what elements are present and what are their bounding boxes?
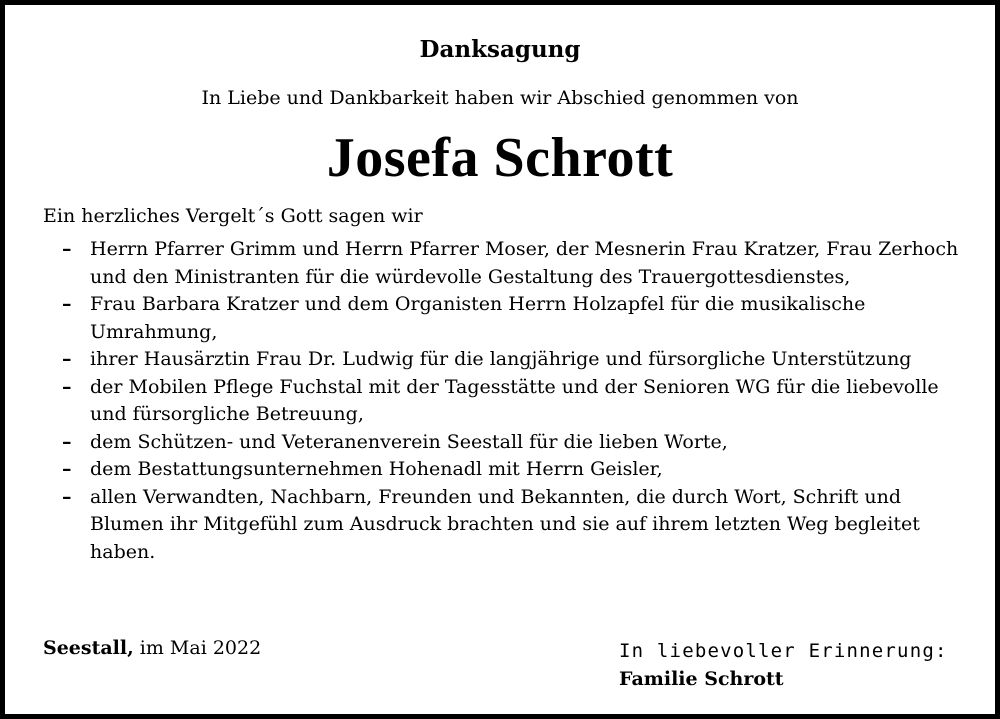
- list-item: [60, 291, 980, 346]
- place-name: Seestall,: [43, 637, 134, 659]
- family-signature: Familie Schrott: [619, 668, 784, 690]
- thanks-list: [60, 236, 980, 566]
- place-date: [43, 635, 261, 662]
- thanks-lead: Ein herzliches Vergelt´s Gott sagen wir: [43, 205, 423, 227]
- list-item: [60, 236, 980, 291]
- list-item: [60, 346, 980, 374]
- intro-line: In Liebe und Dankbarkeit haben wir Abschied genommen von: [201, 87, 799, 109]
- date-text: im Mai 2022: [139, 637, 262, 659]
- list-item-text: ihrer Hausärztin Frau Dr. Ludwig für die langjährige und fürsorgliche Unterstützung: [90, 348, 912, 370]
- list-item-text: Frau Barbara Kratzer und dem Organisten Herrn Holzapfel für die musikalische Umrahmung,: [90, 293, 866, 343]
- list-item: [60, 456, 980, 484]
- list-item-text: Herrn Pfarrer Grimm und Herrn Pfarrer Moser, der Mesnerin Frau Kratzer, Frau Zerhoch und den Ministranten für die würdevolle Gestaltung des Trauergottesdienstes,: [90, 238, 959, 288]
- dash-bullet: –: [62, 293, 72, 315]
- notice-heading: Danksagung: [419, 36, 581, 63]
- list-item-text: allen Verwandten, Nachbarn, Freunden und Bekannten, die durch Wort, Schrift und Blumen ihr Mitgefühl zum Ausdruck brachten und sie auf ihrem letzten Weg begleitet haben.: [90, 485, 920, 563]
- dash-bullet: –: [62, 238, 72, 260]
- dash-bullet: –: [62, 348, 72, 370]
- list-item: [60, 429, 980, 457]
- deceased-name: Josefa Schrott: [326, 127, 674, 189]
- list-item: [60, 374, 980, 429]
- dash-bullet: –: [62, 375, 72, 398]
- memory-line: In liebevoller Erinnerung:: [619, 640, 948, 662]
- list-item-text: dem Schützen- und Veteranenverein Seestall für die lieben Worte,: [90, 430, 728, 453]
- list-item-text: der Mobilen Pflege Fuchstal mit der Tagesstätte und der Senioren WG für die liebevolle und fürsorgliche Betreuung,: [90, 375, 939, 425]
- list-item: [60, 484, 980, 567]
- dash-bullet: –: [62, 430, 72, 453]
- list-item-text: dem Bestattungsunternehmen Hohenadl mit Herrn Geisler,: [90, 458, 663, 480]
- dash-bullet: –: [62, 485, 72, 508]
- dash-bullet: –: [62, 458, 72, 480]
